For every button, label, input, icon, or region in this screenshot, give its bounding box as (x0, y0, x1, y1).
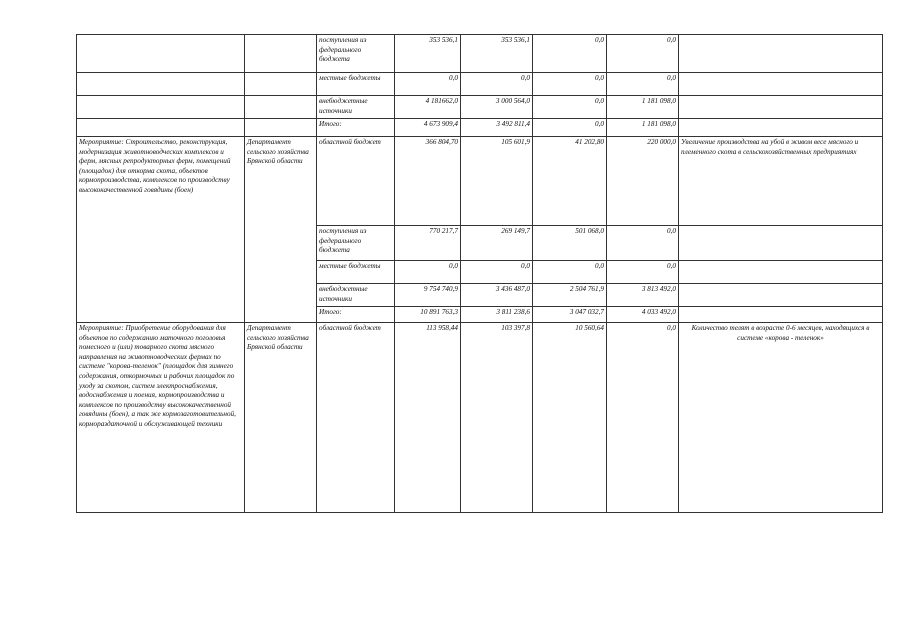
result-cell (679, 73, 883, 96)
value-cell: 10 891 763,3 (395, 307, 461, 323)
executor-cell (245, 96, 317, 119)
value-cell: 353 536,1 (395, 35, 461, 73)
value-cell: 770 217,7 (395, 226, 461, 261)
value-cell: 0,0 (533, 73, 607, 96)
executor-cell (245, 35, 317, 73)
measure-cell (77, 73, 245, 96)
value-cell: 220 000,0 (607, 137, 679, 226)
result-cell (679, 284, 883, 307)
value-cell: 3 047 032,7 (533, 307, 607, 323)
measure-name: Мероприятие: Строительство, реконструкция, модернизация животноводческих комплексов и ферм, мясных репродукторных ферм, помещений (площадок) для откорма скота, объектов кормопроизводства, комплексов по производству высококачественной говядины (боен) (77, 137, 245, 323)
measure-cell (77, 119, 245, 137)
value-cell: 113 958,44 (395, 323, 461, 513)
value-cell: 3 492 811,4 (461, 119, 533, 137)
value-cell: 269 149,7 (461, 226, 533, 261)
value-cell: 0,0 (533, 119, 607, 137)
table-row (77, 96, 883, 119)
source-cell: внебюджетные источники (317, 284, 395, 307)
source-cell: поступления из федерального бюджета (317, 226, 395, 261)
value-cell: 3 813 492,0 (607, 284, 679, 307)
measure-name: Мероприятие: Приобретение оборудования для объектов по содержанию маточного поголовья помесного и (или) товарного скота мясного направления на животноводческих фермах по системе "корова-теленок" (площадок для зимнего содержания, откормочных и рабочих площадок по уходу за скотом, систем электроснабжения, водоснабжения и поения, кормопроизводства и комплексов по производству высококачественной говядины (боен), а так же кормозаготовительной, кормораздаточной и обслуживающей техники (77, 323, 245, 513)
value-cell: 0,0 (533, 35, 607, 73)
table-row (77, 73, 883, 96)
value-cell: 0,0 (607, 323, 679, 513)
value-cell: 3 436 487,0 (461, 284, 533, 307)
source-cell: поступления из федерального бюджета (317, 35, 395, 73)
result-cell (679, 226, 883, 261)
result-cell (679, 96, 883, 119)
value-cell: 3 811 238,6 (461, 307, 533, 323)
table-row (77, 35, 883, 73)
measure-cell (77, 35, 245, 73)
source-cell: внебюджетные источники (317, 96, 395, 119)
value-cell: 105 601,9 (461, 137, 533, 226)
value-cell: 0,0 (395, 261, 461, 284)
source-cell: Итого: (317, 307, 395, 323)
value-cell: 41 202,80 (533, 137, 607, 226)
value-cell: 10 560,64 (533, 323, 607, 513)
result-cell (679, 261, 883, 284)
source-cell: областной бюджет (317, 137, 395, 226)
value-cell: 353 536,1 (461, 35, 533, 73)
value-cell: 0,0 (607, 73, 679, 96)
table-row (77, 323, 883, 513)
value-cell: 0,0 (461, 261, 533, 284)
value-cell: 0,0 (607, 35, 679, 73)
measure-cell (77, 96, 245, 119)
value-cell: 4 673 909,4 (395, 119, 461, 137)
executor-name: Департамент сельского хозяйства Брянской области (245, 137, 317, 323)
expected-result: Количество телят в возрасте 0-6 месяцев, находящихся в системе «корова - теленок» (679, 323, 883, 513)
value-cell: 9 754 740,9 (395, 284, 461, 307)
value-cell: 4 033 492,0 (607, 307, 679, 323)
value-cell: 4 181662,0 (395, 96, 461, 119)
table-row (77, 137, 883, 226)
value-cell: 0,0 (533, 96, 607, 119)
result-cell (679, 307, 883, 323)
executor-name: Департамент сельского хозяйства Брянской области (245, 323, 317, 513)
value-cell: 103 397,8 (461, 323, 533, 513)
result-cell (679, 35, 883, 73)
value-cell: 1 181 098,0 (607, 119, 679, 137)
budget-table (76, 34, 883, 513)
expected-result: Увеличение производства на убой в живом весе мясного и племенного скота в сельскохозяйственных предприятиях (679, 137, 883, 226)
source-cell: Итого: (317, 119, 395, 137)
value-cell: 0,0 (607, 261, 679, 284)
value-cell: 366 804,70 (395, 137, 461, 226)
result-cell (679, 119, 883, 137)
value-cell: 2 504 761,9 (533, 284, 607, 307)
value-cell: 3 000 564,0 (461, 96, 533, 119)
value-cell: 501 068,0 (533, 226, 607, 261)
executor-cell (245, 73, 317, 96)
value-cell: 1 181 098,0 (607, 96, 679, 119)
table-row (77, 119, 883, 137)
value-cell: 0,0 (461, 73, 533, 96)
source-cell: областной бюджет (317, 323, 395, 513)
source-cell: местные бюджеты (317, 73, 395, 96)
source-cell: местные бюджеты (317, 261, 395, 284)
value-cell: 0,0 (607, 226, 679, 261)
executor-cell (245, 119, 317, 137)
value-cell: 0,0 (533, 261, 607, 284)
value-cell: 0,0 (395, 73, 461, 96)
